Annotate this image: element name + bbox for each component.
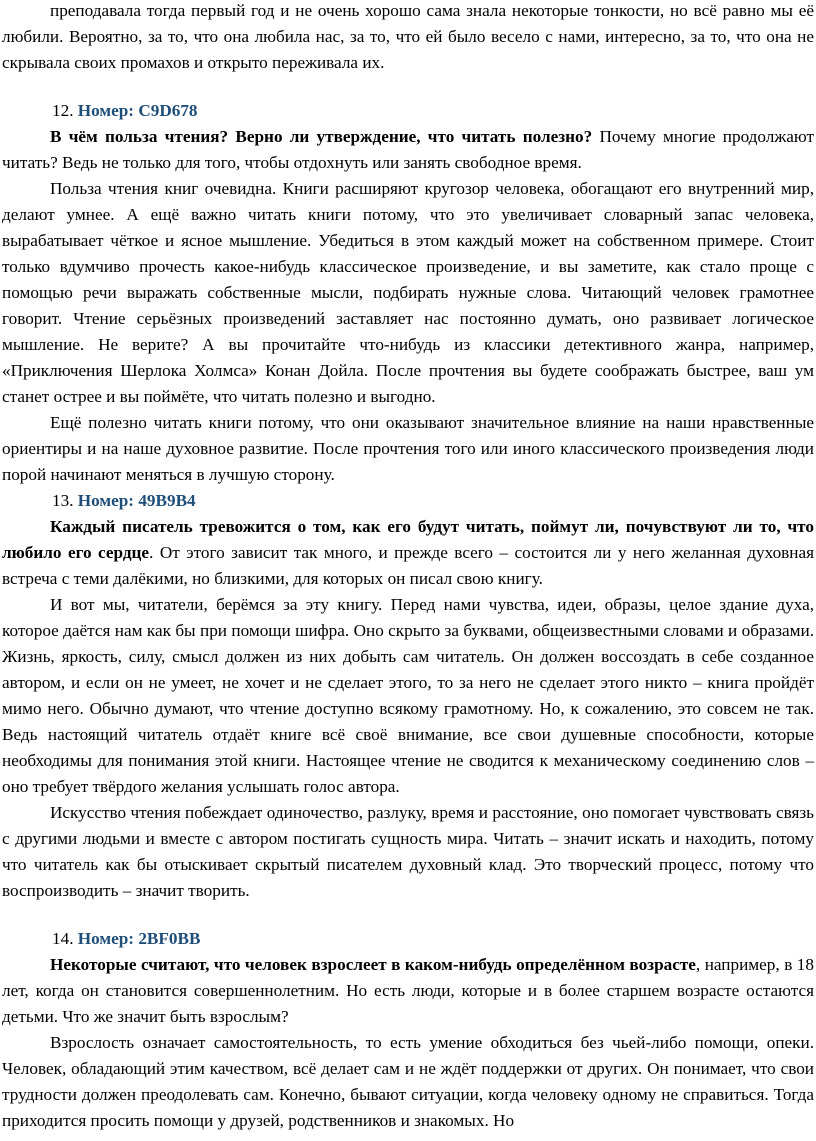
task-question — [2, 952, 814, 1030]
question-rest: Почему многие продолжают читать? Ведь не только для того, чтобы отдохнуть или занять свободное время. — [2, 127, 814, 172]
question-bold: Некоторые считают, что человек взрослеет в каком-нибудь определённом возрасте — [50, 955, 696, 974]
answer-paragraph: Польза чтения книг очевидна. Книги расширяют кругозор человека, обогащают его внутренний мир, делают умнее. А ещё важно читать книги потому, что это увеличивает словарный запас человека, вырабатывает чёткое и ясное мышление. Убедиться в этом каждый может на собственном примере. Стоит только вдумчиво прочесть какое-нибудь классическое произведение, и вы заметите, как стало проще с помощью речи выражать собственные мысли, подбирать нужные слова. Читающий человек грамотнее говорит. Чтение серьёзных произведений заставляет нас постоянно думать, оно развивает логическое мышление. Не верите? А вы прочитайте что-нибудь из классики детективного жанра, например, «Приключения Шерлока Холмса» Конан Дойла. После прочтения вы будете соображать быстрее, ваш ум станет острее и вы поймёте, что читать полезно и выгодно. — [2, 179, 814, 406]
task-number: 13. — [52, 491, 74, 510]
task-block-13 — [2, 488, 814, 904]
task-header — [52, 488, 814, 514]
intro-paragraph: преподавала тогда первый год и не очень хорошо сама знала некоторые тонкости, но всё равно мы её любили. Вероятно, за то, что она любила нас, за то, что ей было весело с нами, интересно, за то, что она не скрывала своих промахов и открыто переживала их. — [2, 1, 814, 72]
task-code: Номер: 2BF0BB — [77, 929, 201, 948]
answer-paragraph: Искусство чтения побеждает одиночество, разлуку, время и расстояние, оно помогает чувствовать связь с другими людьми и вместе с автором постигать сущность мира. Читать – значит искать и находить, потому что читатель как бы отыскивает скрытый писателем духовный клад. Это творческий процесс, потому что воспроизводить – значит творить. — [2, 803, 814, 900]
task-block-14 — [2, 926, 814, 1134]
task-header — [52, 926, 814, 952]
spacer — [2, 904, 814, 926]
task-code: Номер: C9D678 — [77, 101, 198, 120]
spacer — [2, 76, 814, 98]
answer-paragraph: Взрослость означает самостоятельность, то есть умение обходиться без чьей-либо помощи, опеки. Человек, обладающий этим качеством, всё делает сам и не ждёт поддержки от других. Он понимает, что свои трудности должен преодолевать сам. Конечно, бывают ситуации, когда человеку одному не справиться. Тогда приходится просить помощи у друзей, родственников и знакомых. Но — [2, 1033, 814, 1130]
question-rest: . От этого зависит так много, и прежде всего – состоится ли у него желанная духовная встреча с теми далёкими, но близкими, для которых он писал свою книгу. — [2, 543, 815, 588]
task-number: 14. — [52, 929, 74, 948]
task-code: Номер: 49B9B4 — [77, 491, 196, 510]
answer-paragraph: И вот мы, читатели, берёмся за эту книгу. Перед нами чувства, идеи, образы, целое здание духа, которое даётся нам как бы при помощи шифра. Оно скрыто за буквами, общеизвестными словами и образами. Жизнь, яркость, силу, смысл должен из них добыть сам читатель. Он должен воссоздать в себе созданное автором, и если он не умеет, не хочет и не сделает этого, то за него не сделает этого никто – книга пройдёт мимо него. Обычно думают, что чтение доступно всякому грамотному. Но, к сожалению, это совсем не так. Ведь настоящий читатель отдаёт книге всё своё внимание, все свои душевные способности, которые необходимы для понимания этой книги. Настоящее чтение не сводится к механическому соединению слов – оно требует твёрдого желания услышать голос автора. — [2, 595, 814, 796]
task-question — [2, 514, 814, 592]
question-rest: , например, в 18 лет, когда он становится совершеннолетним. Но есть люди, которые и в более старшем возрасте остаются детьми. Что же значит быть взрослым? — [2, 955, 814, 1026]
question-bold: Каждый писатель тревожится о том, как его будут читать, поймут ли, почувствуют ли то, что любило его сердце — [2, 517, 814, 562]
task-header — [52, 98, 814, 124]
task-question — [2, 124, 814, 176]
answer-paragraph: Ещё полезно читать книги потому, что они оказывают значительное влияние на наши нравственные ориентиры и на наше духовное развитие. После прочтения того или иного классического произведения люди порой начинают меняться в лучшую сторону. — [2, 413, 814, 484]
task-block-12 — [2, 98, 814, 488]
task-number: 12. — [52, 101, 74, 120]
question-bold: В чём польза чтения? Верно ли утверждение, что читать полезно? — [50, 127, 593, 146]
